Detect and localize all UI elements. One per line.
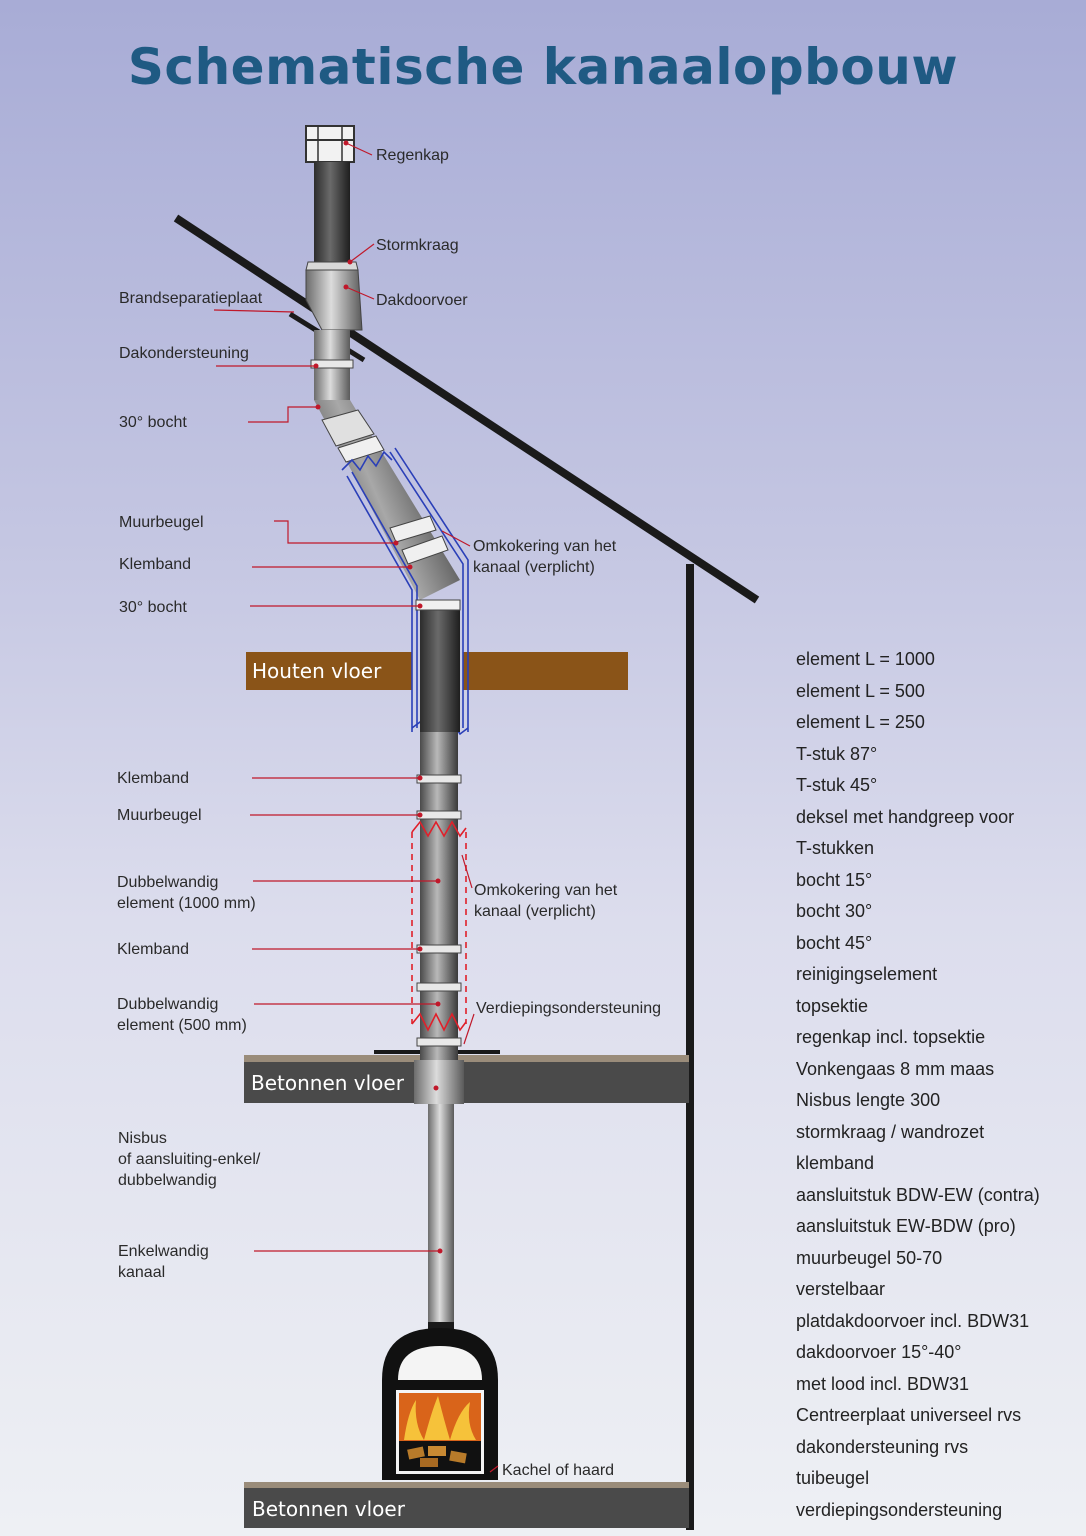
- label-enkelwandig-line1: Enkelwandig: [118, 1243, 209, 1260]
- label-enkelwandig: [118, 1241, 209, 1283]
- label-bocht30-top: 30° bocht: [119, 414, 187, 431]
- parts-list-item: topsektie: [796, 995, 869, 1016]
- parts-list-item: element L = 1000: [796, 649, 935, 669]
- label-muurbeugel-mid: Muurbeugel: [117, 807, 202, 824]
- label-omkokering-2-line1: Omkokering van het: [474, 882, 618, 899]
- parts-list-item: Nisbus lengte 300: [796, 1090, 941, 1110]
- label-stormkraag: Stormkraag: [376, 237, 459, 254]
- label-nisbus: [118, 1128, 260, 1191]
- label-omkokering-2: [474, 880, 617, 922]
- parts-list-item: stormkraag / wandrozet: [796, 1121, 985, 1142]
- label-dubbelwandig-1000-line1: Dubbelwandig: [117, 874, 219, 891]
- parts-list-item: reinigingselement: [796, 964, 938, 984]
- klemband-low-band: [417, 945, 461, 953]
- label-dubbelwandig-500-line1: Dubbelwandig: [117, 996, 219, 1013]
- label-omkokering-1-line1: Omkokering van het: [473, 538, 617, 555]
- label-bocht30-low: 30° bocht: [119, 599, 187, 616]
- label-dakondersteuning: Dakondersteuning: [119, 345, 249, 362]
- parts-list-item: regenkap incl. topsektie: [796, 1027, 986, 1047]
- label-muurbeugel-top: Muurbeugel: [119, 514, 204, 531]
- label-dubbelwandig-500: [117, 994, 247, 1036]
- parts-list-item: verstelbaar: [796, 1279, 886, 1299]
- dubbelwandig-pipe: [420, 732, 458, 1104]
- label-klemband-top: Klemband: [119, 556, 192, 573]
- label-enkelwandig-line2: kanaal: [118, 1264, 166, 1281]
- parts-list: [796, 644, 1040, 1526]
- parts-list-item: aansluitstuk EW-BDW (pro): [796, 1216, 1016, 1236]
- houten-vloer-label: Houten vloer: [252, 659, 382, 683]
- label-nisbus-line3: dubbelwandig: [118, 1172, 217, 1189]
- parts-list-item: platdakdoorvoer incl. BDW31: [796, 1310, 1030, 1331]
- kachel-icon: [382, 1322, 498, 1480]
- parts-list-item: klemband: [796, 1153, 875, 1173]
- enkelwandig-pipe: [428, 1104, 454, 1322]
- muurbeugel-mid-band: [417, 811, 461, 819]
- betonnen-vloer-label-2: Betonnen vloer: [252, 1497, 405, 1521]
- parts-list-item: Vonkengaas 8 mm maas: [796, 1058, 995, 1079]
- parts-list-item: T-stuk 45°: [796, 775, 878, 795]
- label-omkokering-1: [473, 536, 616, 578]
- parts-list-item: dakondersteuning rvs: [796, 1436, 969, 1457]
- label-dubbelwandig-500-line2: element (500 mm): [117, 1017, 247, 1034]
- label-brandseparatieplaat: Brandseparatieplaat: [119, 290, 263, 307]
- dakdoorvoer: [306, 270, 362, 330]
- parts-list-item: verdiepingsondersteuning: [796, 1499, 1003, 1520]
- parts-list-item: muurbeugel 50-70: [796, 1247, 943, 1268]
- parts-list-item: bocht 30°: [796, 901, 873, 921]
- label-kachel: Kachel of haard: [502, 1462, 615, 1479]
- label-dakdoorvoer: Dakdoorvoer: [376, 292, 468, 309]
- parts-list-item: met lood incl. BDW31: [796, 1373, 970, 1394]
- parts-list-item: T-stuk 87°: [796, 743, 878, 764]
- label-nisbus-line2: of aansluiting-enkel/: [118, 1151, 261, 1168]
- parts-list-item: deksel met handgreep voor: [796, 806, 1015, 827]
- klemband-mid-band: [417, 775, 461, 783]
- label-nisbus-line1: Nisbus: [118, 1130, 167, 1147]
- label-dubbelwandig-1000: [117, 872, 256, 914]
- label-klemband-mid: Klemband: [117, 770, 190, 787]
- label-klemband-low: Klemband: [117, 941, 190, 958]
- parts-list-item: aansluitstuk BDW-EW (contra): [796, 1184, 1040, 1205]
- parts-list-item: T-stukken: [796, 838, 875, 858]
- parts-list-item: element L = 250: [796, 712, 925, 732]
- top-pipe: [314, 162, 350, 262]
- parts-list-item: dakdoorvoer 15°-40°: [796, 1342, 962, 1362]
- parts-list-item: bocht 15°: [796, 869, 873, 890]
- pipe-houten-vloer: [420, 600, 460, 732]
- label-omkokering-2-line2: kanaal (verplicht): [474, 903, 596, 920]
- label-regenkap: Regenkap: [376, 147, 449, 164]
- parts-list-item: bocht 45°: [796, 932, 873, 953]
- label-verdiepingsondersteuning: Verdiepingsondersteuning: [476, 1000, 662, 1017]
- betonnen-vloer-label-1: Betonnen vloer: [251, 1071, 404, 1095]
- parts-list-item: element L = 500: [796, 680, 925, 701]
- parts-list-item: tuibeugel: [796, 1468, 870, 1488]
- nisbus: [414, 1060, 464, 1104]
- slanted-pipe-section: [314, 400, 460, 600]
- parts-list-item: Centreerplaat universeel rvs: [796, 1405, 1022, 1425]
- bocht-band-low: [416, 600, 460, 610]
- label-omkokering-1-line2: kanaal (verplicht): [473, 559, 595, 576]
- page-title: Schematische kanaalopbouw: [127, 38, 959, 96]
- label-dubbelwandig-1000-line2: element (1000 mm): [117, 895, 256, 912]
